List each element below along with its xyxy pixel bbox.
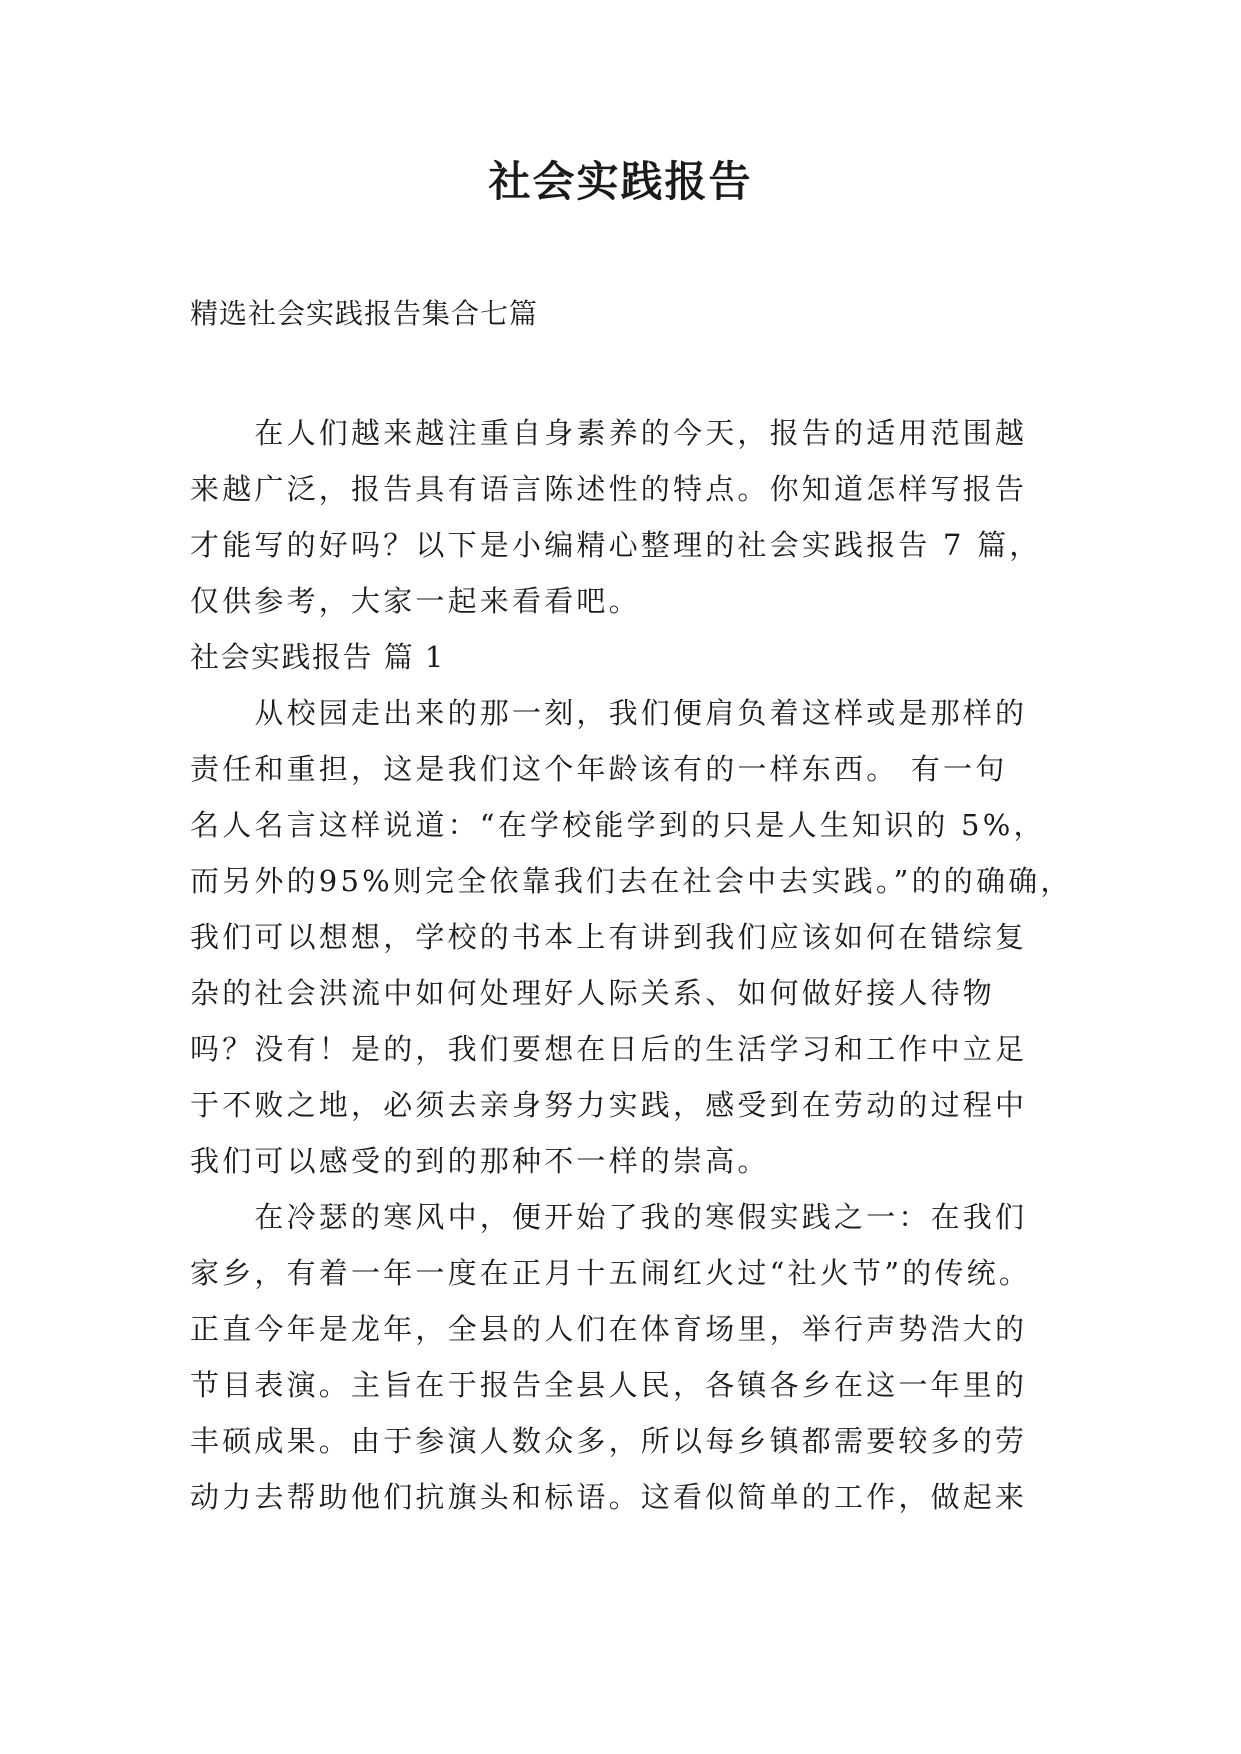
body-line: 从校园走出来的那一刻，我们便肩负着这样或是那样的 bbox=[190, 696, 1028, 730]
document-subtitle: 精选社会实践报告集合七篇 bbox=[190, 297, 539, 330]
body-line: 杂的社会洪流中如何处理好人际关系、如何做好接人待物 bbox=[190, 976, 996, 1010]
body-line: 正直今年是龙年，全县的人们在体育场里，举行声势浩大的 bbox=[190, 1312, 1028, 1346]
body-line: 家乡，有着一年一度在正月十五闹红火过“社火节”的传统。 bbox=[190, 1256, 1032, 1290]
body-line: 名人名言这样说道：“在学校能学到的只是人生知识的 5%， bbox=[190, 808, 1046, 842]
body-line: 于不败之地，必须去亲身努力实践，感受到在劳动的过程中 bbox=[190, 1088, 1028, 1122]
body-line: 我们可以想想，学校的书本上有讲到我们应该如何在错综复 bbox=[190, 920, 1028, 954]
body-line: 在冷瑟的寒风中，便开始了我的寒假实践之一：在我们 bbox=[190, 1200, 1028, 1234]
body-line: 动力去帮助他们抗旗头和标语。这看似简单的工作，做起来 bbox=[190, 1480, 1028, 1514]
body-line: 丰硕成果。由于参演人数众多，所以每乡镇都需要较多的劳 bbox=[190, 1424, 1028, 1458]
body-line: 仅供参考，大家一起来看看吧。 bbox=[190, 584, 641, 618]
body-line: 而另外的95%则完全依靠我们去在社会中去实践。”的的确确， bbox=[190, 864, 1073, 898]
body-line: 吗？没有！是的，我们要想在日后的生活学习和工作中立足 bbox=[190, 1032, 1028, 1066]
body-line: 来越广泛，报告具有语言陈述性的特点。你知道怎样写报告 bbox=[190, 472, 1028, 506]
body-line: 我们可以感受的到的那种不一样的崇高。 bbox=[190, 1144, 770, 1178]
body-line: 节目表演。主旨在于报告全县人民，各镇各乡在这一年里的 bbox=[190, 1368, 1028, 1402]
document-title: 社会实践报告 bbox=[488, 157, 753, 206]
section-heading: 社会实践报告 篇 1 bbox=[190, 640, 445, 674]
document-body bbox=[190, 405, 1073, 1525]
body-line: 在人们越来越注重自身素养的今天，报告的适用范围越 bbox=[190, 416, 1028, 450]
body-line: 责任和重担，这是我们这个年龄该有的一样东西。 有一句 bbox=[190, 752, 1008, 786]
body-line: 才能写的好吗？以下是小编精心整理的社会实践报告 7 篇， bbox=[190, 528, 1042, 562]
